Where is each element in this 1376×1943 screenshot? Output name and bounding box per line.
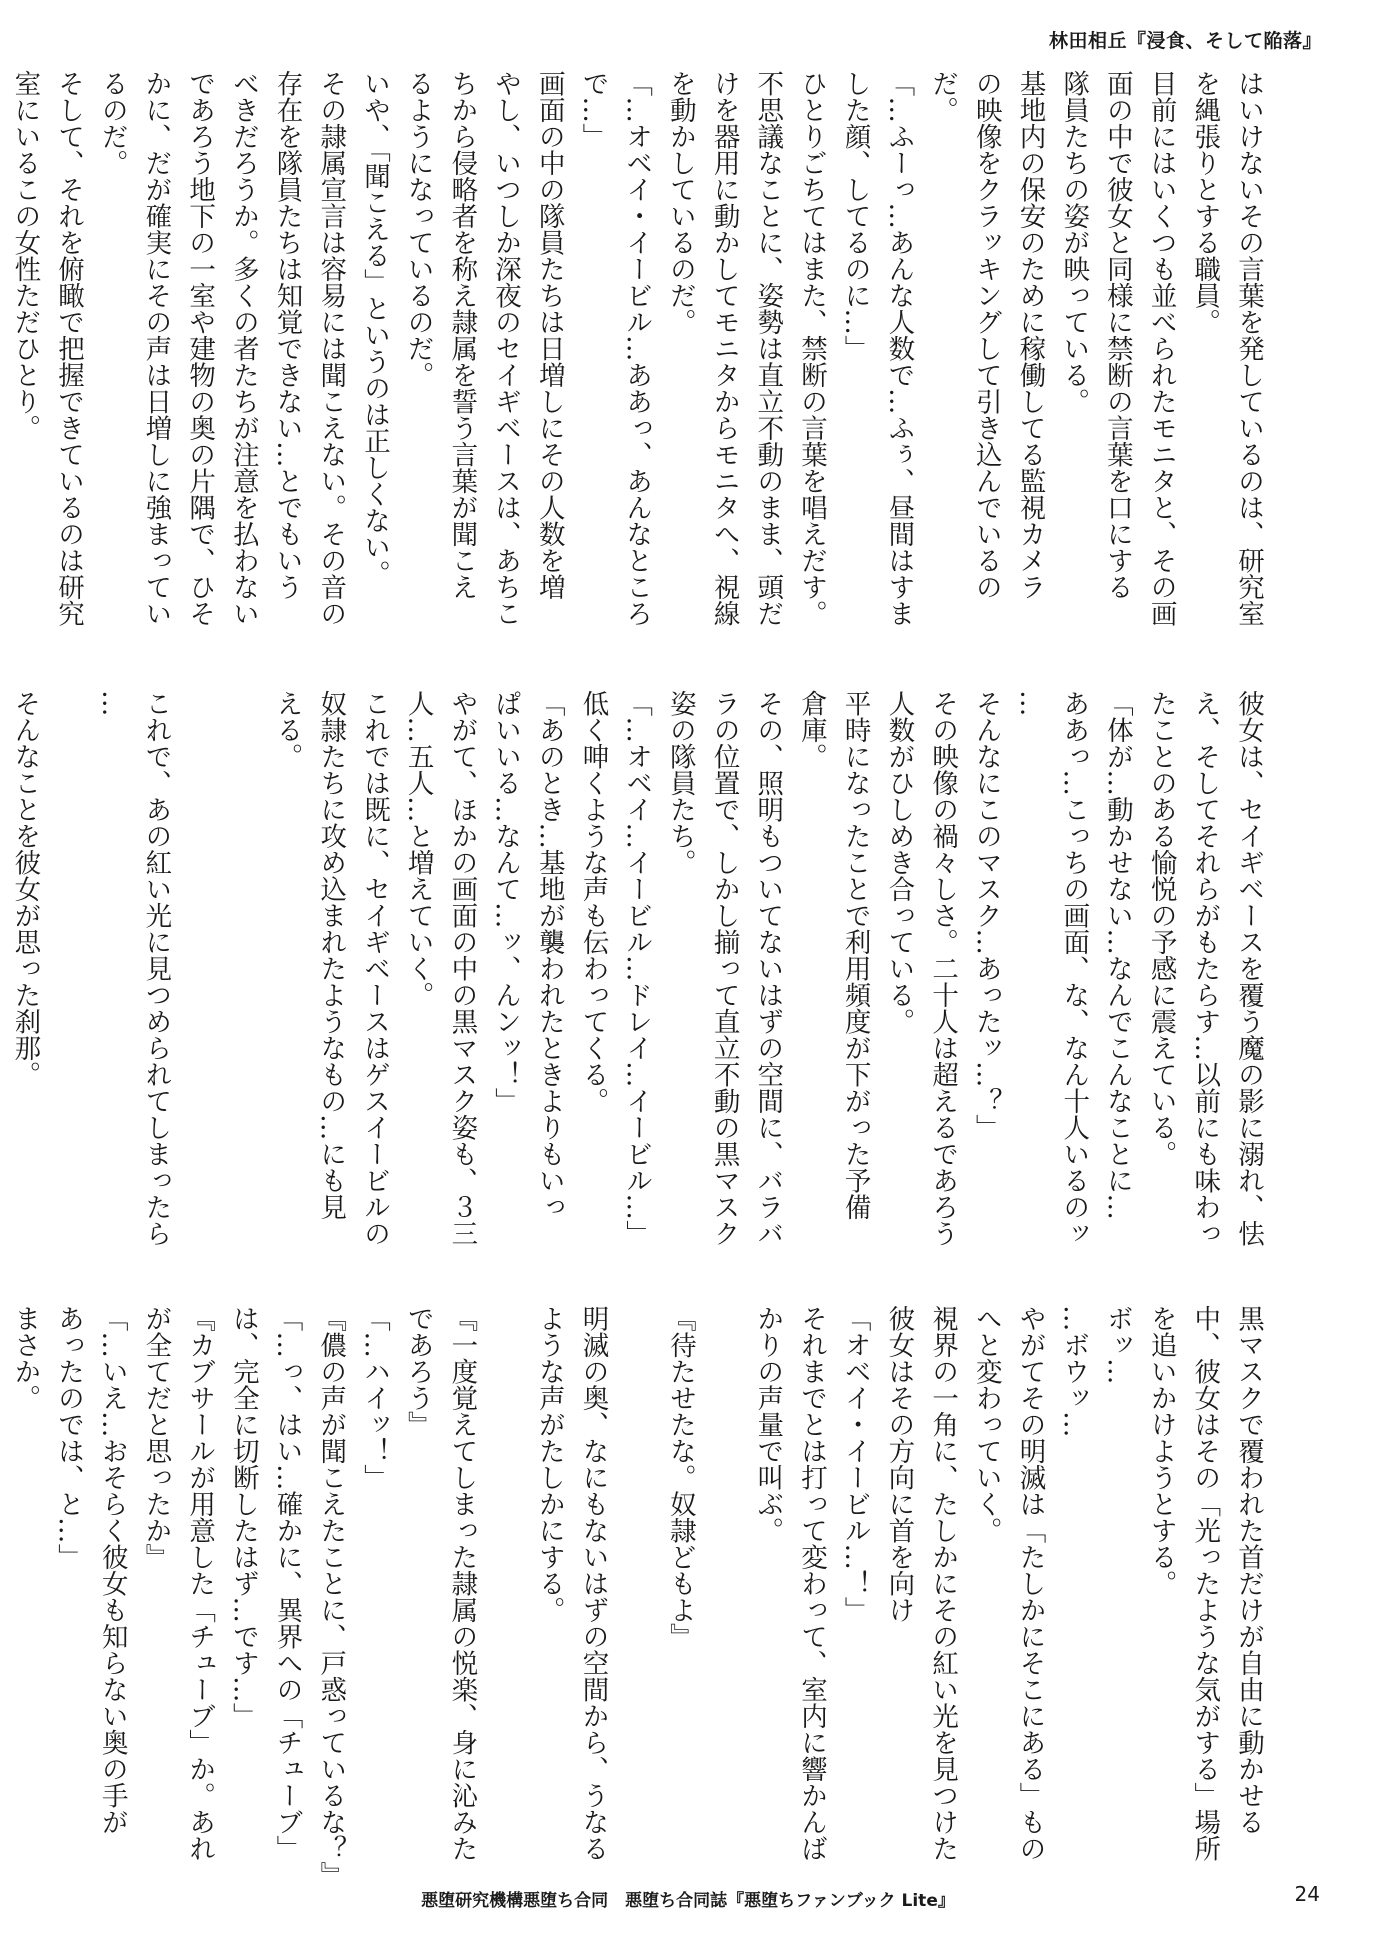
text-line: 奴隷たちに攻め込まれたようなもの…にも見 bbox=[315, 690, 347, 1220]
text-line: 彼女は、セイギベースを覆う魔の影に溺れ、怯 bbox=[1233, 690, 1264, 1247]
text-line bbox=[483, 1305, 527, 1850]
text-line bbox=[177, 690, 221, 1235]
text-line: 「…いえ…おそらく彼女も知らない奥の手が bbox=[96, 1305, 128, 1835]
text-line: たことのある愉悦の予感に震えている。 bbox=[1145, 690, 1177, 1167]
text-line: ラの位置で、しかし揃って直立不動の黒マスク bbox=[708, 690, 740, 1247]
text-line: 基地内の保安のために稼働してる監視カメラ bbox=[1014, 70, 1046, 600]
text-line: 「…ハイッ！」 bbox=[358, 1305, 390, 1491]
text-line: 『一度覚えてしまった隷属の悦楽、身に沁みた bbox=[446, 1305, 478, 1862]
text-line: の映像をクラッキングして引き込んでいるの bbox=[970, 70, 1002, 600]
text-line: 目前にはいくつも並べられたモニタと、その画 bbox=[1145, 70, 1177, 627]
text-line: それまでとは打って変わって、室内に響かんば bbox=[795, 1305, 827, 1862]
text-line: 低く呻くような声も伝わってくる。 bbox=[577, 690, 609, 1114]
text-line: は、完全に切断したはず…です…」 bbox=[227, 1305, 259, 1729]
text-line: 平時になったことで利用頻度が下がった予備 bbox=[839, 690, 871, 1220]
text-line: かりの声量で叫ぶ。 bbox=[752, 1305, 784, 1544]
text-line: であろう地下の一室や建物の奥の片隅で、ひそ bbox=[184, 70, 216, 627]
text-line: 「…っ、はい…確かに、異界への「チューブ」 bbox=[271, 1305, 303, 1862]
text-line: 「…ふーっ…あんな人数で…ふぅ、昼間はすま bbox=[883, 70, 915, 627]
text-line: を縄張りとする職員。 bbox=[1189, 70, 1221, 335]
text-line: やし、いつしか深夜のセイギベースは、あちこ bbox=[490, 70, 522, 627]
text-line: 視界の一角に、たしかにその紅い光を見つけた bbox=[927, 1305, 959, 1862]
text-line: で…」 bbox=[577, 70, 609, 150]
text-line: 彼女はその方向に首を向け bbox=[883, 1305, 915, 1623]
running-title: 林田相丘『浸食、そして陥落』 bbox=[1048, 30, 1322, 52]
text-line: へと変わっていく。 bbox=[970, 1305, 1002, 1544]
text-line: その、照明もついてないはずの空間に、バラバ bbox=[752, 690, 784, 1247]
text-line: やがてその明滅は「たしかにそこにある」もの bbox=[1014, 1305, 1046, 1862]
text-line: これで、あの紅い光に見つめられてしまったら bbox=[140, 690, 172, 1247]
text-line bbox=[221, 690, 265, 1235]
text-line: え、そしてそれらがもたらす…以前にも味わっ bbox=[1189, 690, 1221, 1247]
text-line: を追いかけようとする。 bbox=[1145, 1305, 1177, 1597]
footer-publication: 悪堕研究機構悪堕ち合同 悪堕ち合同誌『悪堕ちファンブック Lite』 bbox=[421, 1891, 955, 1911]
text-line: 「あのとき…基地が襲われたときよりもいっ bbox=[533, 690, 565, 1220]
text-line: かに、だが確実にその声は日増しに強まってい bbox=[140, 70, 172, 627]
text-line: ちから侵略者を称え隷属を誓う言葉が聞こえ bbox=[446, 70, 478, 600]
text-line: 「オベイ・イービル…！」 bbox=[839, 1305, 871, 1623]
text-line: 隊員たちの姿が映っている。 bbox=[1058, 70, 1090, 415]
text-line: 人…五人…と増えていく。 bbox=[402, 690, 434, 1008]
text-line: あったのでは、と…」 bbox=[53, 1305, 85, 1570]
text-line: 倉庫。 bbox=[795, 690, 827, 770]
text-line: ような声がたしかにする。 bbox=[533, 1305, 565, 1623]
text-line: まさか。 bbox=[9, 1305, 41, 1411]
text-line: ひとりごちてはまた、禁断の言葉を唱えだす。 bbox=[795, 70, 827, 627]
text-line bbox=[702, 1305, 746, 1850]
text-line: 「…オベイ…イービル…ドレイ…イービル…」 bbox=[621, 690, 653, 1247]
text-line: 「体が…動かせない…なんでこんなことに… bbox=[1101, 690, 1133, 1220]
text-line: した顔、してるのに…」 bbox=[839, 70, 871, 362]
text-line: 人数がひしめき合っている。 bbox=[883, 690, 915, 1035]
text-line: … bbox=[1014, 690, 1046, 717]
text-line: べきだろうか。多くの者たちが注意を払わない bbox=[227, 70, 259, 627]
text-line: を動かしているのだ。 bbox=[664, 70, 696, 335]
text-line: 室にいるこの女性ただひとり。 bbox=[9, 70, 41, 441]
text-line: 「…オベイ・イービル…ああっ、あんなところ bbox=[621, 70, 653, 627]
text-tier-bottom bbox=[9, 1305, 1270, 1888]
text-line: ボッ… bbox=[1101, 1305, 1133, 1385]
text-line bbox=[0, 70, 3, 610]
text-line: 不思議なことに、姿勢は直立不動のまま、頭だ bbox=[752, 70, 784, 627]
text-line: やがて、ほかの画面の中の黒マスク姿も、３三 bbox=[446, 690, 478, 1247]
text-line: その隷属宣言は容易には聞こえない。その音の bbox=[315, 70, 347, 627]
text-line: … bbox=[96, 690, 128, 717]
text-line: ああっ…こっちの画面、な、なん十人いるのッ bbox=[1058, 690, 1090, 1247]
text-line bbox=[46, 690, 90, 1235]
text-line: るのだ。 bbox=[96, 70, 128, 176]
text-line: 『儂の声が聞こえたことに、戸惑っているな？』 bbox=[315, 1305, 347, 1888]
text-line: 明滅の奥、なにもないはずの空間から、うなる bbox=[577, 1305, 609, 1862]
text-line bbox=[614, 1305, 658, 1850]
text-line: であろう』 bbox=[402, 1305, 434, 1438]
text-line: だ。 bbox=[927, 70, 959, 123]
text-line: るようになっているのだ。 bbox=[402, 70, 434, 388]
text-line: 面の中で彼女と同様に禁断の言葉を口にする bbox=[1101, 70, 1133, 600]
text-line: が全てだと思ったか』 bbox=[140, 1305, 172, 1570]
text-line: その映像の禍々しさ。二十人は超えるであろう bbox=[927, 690, 959, 1247]
text-tier-top bbox=[9, 70, 1270, 627]
text-line: いや、「聞こえる」というのは正しくない。 bbox=[358, 70, 390, 587]
text-line: けを器用に動かしてモニタからモニタへ、視線 bbox=[708, 70, 740, 627]
text-line: …ボウッ… bbox=[1058, 1305, 1090, 1438]
text-line: 画面の中の隊員たちは日増しにその人数を増 bbox=[533, 70, 565, 600]
text-line: そして、それを俯瞰で把握できているのは研究 bbox=[53, 70, 85, 627]
text-line: そんなことを彼女が思った刹那。 bbox=[9, 690, 41, 1088]
text-line: える。 bbox=[271, 690, 303, 770]
page-number: 24 bbox=[1294, 1882, 1320, 1906]
text-line: 中、彼女はその「光ったような気がする」場所 bbox=[1189, 1305, 1221, 1862]
text-line: 『待たせたな。奴隷どもよ』 bbox=[664, 1305, 696, 1650]
text-line: そんなにこのマスク…あったッ…？」 bbox=[970, 690, 1002, 1141]
text-line: 黒マスクで覆われた首だけが自由に動かせる bbox=[1233, 1305, 1264, 1835]
text-tier-middle bbox=[9, 690, 1270, 1247]
text-line: はいけないその言葉を発しているのは、研究室 bbox=[1233, 70, 1264, 627]
text-line: 『カブサールが用意した「チューブ」か。あれ bbox=[184, 1305, 216, 1862]
text-line: これでは既に、セイギベースはゲスイービルの bbox=[358, 690, 390, 1247]
text-line: ぱいいる…なんて…ッ、んンッ！」 bbox=[490, 690, 522, 1114]
text-line: 存在を隊員たちは知覚できない…とでもいう bbox=[271, 70, 303, 600]
text-line: 姿の隊員たち。 bbox=[664, 690, 696, 876]
